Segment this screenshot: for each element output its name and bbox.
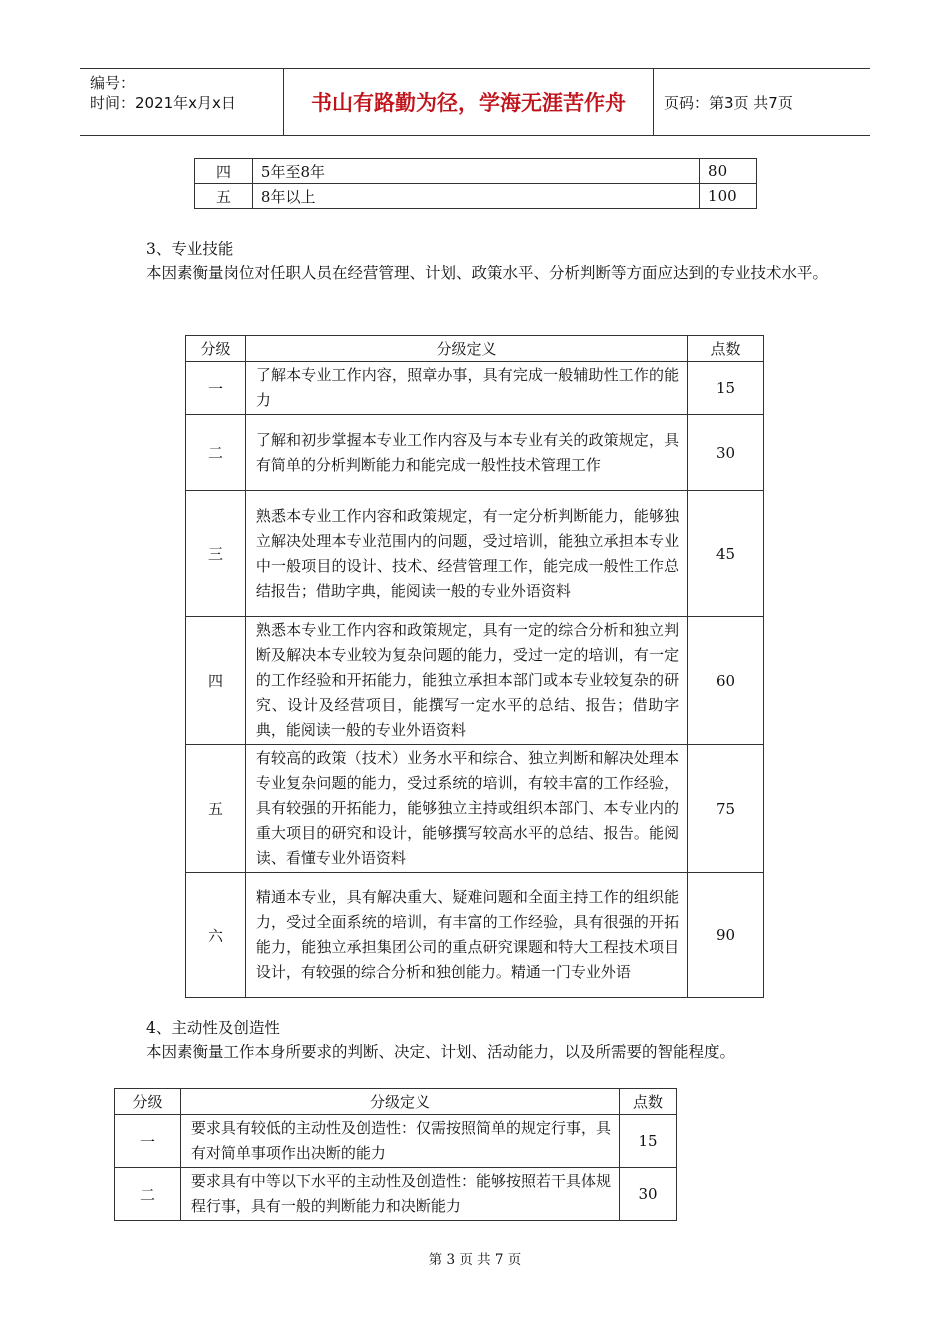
definition-cell: 5年至8年 [252,159,699,184]
initiative-table [114,1088,677,1221]
level-cell: 三 [186,491,246,617]
header-level: 分级 [186,336,246,362]
points-cell: 100 [700,184,757,209]
table-row [186,873,764,998]
table-header-row [186,336,764,362]
points-cell: 15 [688,362,764,415]
header-level: 分级 [115,1089,181,1115]
page-footer: 第 3 页 共 7 页 [428,1252,522,1268]
time-label: 时间：2021年x月x日 [90,94,236,112]
table-row [186,415,764,491]
definition-cell: 了解和初步掌握本专业工作内容及与本专业有关的政策规定，具有简单的分析判断能力和能完成一般性技术管理工作 [245,415,687,491]
points-cell: 60 [688,617,764,745]
number-label: 编号： [90,74,136,92]
level-cell: 五 [186,745,246,873]
definition-cell: 了解本专业工作内容，照章办事，具有完成一般辅助性工作的能力 [245,362,687,415]
level-cell: 四 [186,617,246,745]
header-points: 点数 [620,1089,677,1115]
definition-cell: 要求具有中等以下水平的主动性及创造性：能够按照若干具体规程行事，具有一般的判断能力和决断能力 [180,1168,619,1221]
level-cell: 二 [186,415,246,491]
table-row [115,1115,677,1168]
header-definition: 分级定义 [180,1089,619,1115]
points-cell: 30 [688,415,764,491]
header-meta [80,69,284,135]
skill-table [185,335,764,998]
definition-cell: 熟悉本专业工作内容和政策规定，有一定分析判断能力，能够独立解决处理本专业范围内的问题，受过培训，能独立承担本专业中一般项目的设计、技术、经营管理工作，能完成一般性工作总结报告；借助字典，能阅读一般的专业外语资料 [245,491,687,617]
definition-cell: 8年以上 [252,184,699,209]
header-page-label: 页码：第3页 共7页 [664,93,793,112]
page-header [80,68,870,136]
level-cell: 一 [186,362,246,415]
definition-cell: 熟悉本专业工作内容和政策规定，具有一定的综合分析和独立判断及解决本专业较为复杂问题的能力，受过一定的培训，有一定的工作经验和开拓能力，能独立承担本部门或本专业较复杂的研究、设计及经营项目，能撰写一定水平的总结、报告；借助字典，能阅读一般的专业外语资料 [245,617,687,745]
table-row [186,745,764,873]
experience-table [194,158,757,209]
level-cell: 五 [195,184,253,209]
level-cell: 二 [115,1168,181,1221]
definition-cell: 要求具有较低的主动性及创造性：仅需按照简单的规定行事，具有对简单事项作出决断的能力 [180,1115,619,1168]
points-cell: 15 [620,1115,677,1168]
header-definition: 分级定义 [245,336,687,362]
table-row [195,159,757,184]
header-motto: 书山有路勤为径，学海无涯苦作舟 [284,69,654,135]
section3-title: 3、专业技能 [146,240,234,258]
points-cell: 90 [688,873,764,998]
points-cell: 80 [700,159,757,184]
section4-intro: 本因素衡量工作本身所要求的判断、决定、计划、活动能力，以及所需要的智能程度。 [146,1043,736,1061]
points-cell: 45 [688,491,764,617]
section3-intro: 本因素衡量岗位对任职人员在经营管理、计划、政策水平、分析判断等方面应达到的专业技术水平。 [146,264,829,282]
header-points: 点数 [688,336,764,362]
definition-cell: 精通本专业，具有解决重大、疑难问题和全面主持工作的组织能力，受过全面系统的培训，有丰富的工作经验，具有很强的开拓能力，能独立承担集团公司的重点研究课题和特大工程技术项目设计，有较强的综合分析和独创能力。精通一门专业外语 [245,873,687,998]
table-row [186,362,764,415]
table-row [195,184,757,209]
definition-cell: 有较高的政策（技术）业务水平和综合、独立判断和解决处理本专业复杂问题的能力，受过系统的培训，有较丰富的工作经验，具有较强的开拓能力，能够独立主持或组织本部门、本专业内的重大项目的研究和设计，能够撰写较高水平的总结、报告。能阅读、看懂专业外语资料 [245,745,687,873]
section4-title: 4、主动性及创造性 [146,1019,280,1037]
table-row [115,1168,677,1221]
table-row [186,491,764,617]
table-row [186,617,764,745]
table-header-row [115,1089,677,1115]
level-cell: 四 [195,159,253,184]
level-cell: 一 [115,1115,181,1168]
points-cell: 30 [620,1168,677,1221]
level-cell: 六 [186,873,246,998]
points-cell: 75 [688,745,764,873]
